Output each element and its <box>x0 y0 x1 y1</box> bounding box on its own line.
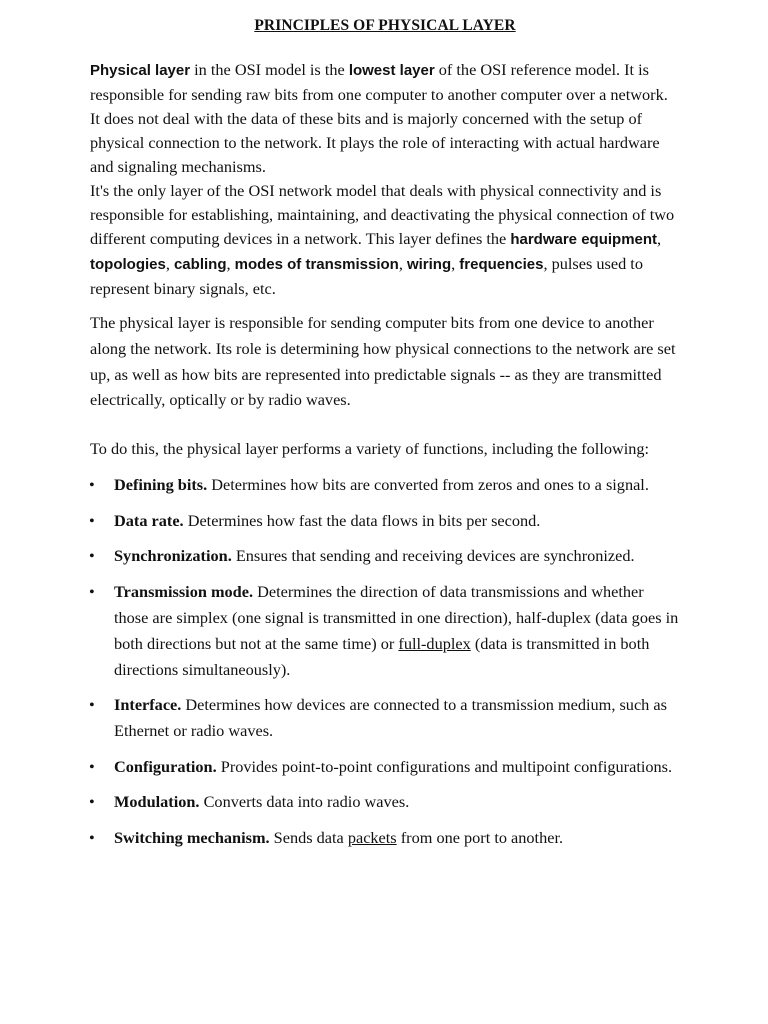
item-text: Provides point-to-point configurations and multipoint configurations. <box>216 756 673 776</box>
term-frequencies: frequencies <box>459 256 544 273</box>
bullet: • <box>89 827 95 847</box>
list-item <box>90 692 680 744</box>
bullet: • <box>89 581 95 601</box>
intro-paragraph <box>90 58 680 301</box>
list-item <box>90 789 680 815</box>
item-term: Configuration. <box>114 756 217 776</box>
item-term: Synchronization. <box>114 546 232 565</box>
comma: , <box>398 254 407 273</box>
list-item <box>90 508 680 534</box>
intro-text: , pulses used to represent binary signals, etc. <box>90 254 643 298</box>
comma: , <box>657 229 662 248</box>
bullet: • <box>89 756 95 776</box>
bullet: • <box>89 695 95 714</box>
functions-list <box>90 472 680 860</box>
term-topologies: topologies <box>90 256 166 273</box>
item-text: Sends data <box>269 827 348 847</box>
bullet: • <box>89 510 95 530</box>
document-title: PRINCIPLES OF PHYSICAL LAYER <box>254 17 516 34</box>
item-term: Switching mechanism. <box>114 827 270 847</box>
list-item <box>90 825 680 851</box>
item-text: Determines how devices are connected to a transmission medium, such as Ethernet or radio waves. <box>114 695 667 740</box>
item-term: Defining bits. <box>114 475 208 494</box>
item-text: Ensures that sending and receiving devices are synchronized. <box>231 546 635 565</box>
term-physical-layer: Physical layer <box>90 62 191 79</box>
item-text: (data is transmitted in both directions simultaneously). <box>114 633 650 679</box>
functions-lead: To do this, the physical layer performs a variety of functions, including the following: <box>90 439 650 458</box>
item-text: Converts data into radio waves. <box>199 792 410 811</box>
intro-text: It's the only layer of the OSI network model that deals with physical connectivity and is responsible for establishing, maintaining, and deactivating the physical connection of two different computing devices in a network. This layer defines the <box>90 181 675 248</box>
list-item <box>90 579 680 683</box>
item-term: Interface. <box>114 695 182 714</box>
item-text: Determines the direction of data transmissions and whether those are simplex (one signal is transmitted in one direction), half-duplex (data goes in both directions but not at the same time) or <box>114 581 679 653</box>
item-term: Data rate. <box>114 510 184 530</box>
comma: , <box>451 254 460 273</box>
term-hardware-equipment: hardware equipment <box>510 231 658 248</box>
list-item <box>90 754 680 780</box>
term-wiring: wiring <box>406 256 452 273</box>
intro-text: of the OSI reference model. It is responsible for sending raw bits from one computer to another computer over a network. It does not deal with the data of these bits and is majorly concerned with the setup of physical connection to the network. It plays the role of interacting with actual hardware and signaling mechanisms. <box>90 60 668 176</box>
packets-link[interactable]: packets <box>347 827 397 847</box>
term-modes-of-transmission: modes of transmission <box>234 256 399 273</box>
comma: , <box>165 254 174 273</box>
term-lowest-layer: lowest layer <box>348 62 435 79</box>
comma: , <box>226 254 235 273</box>
item-text: Determines how bits are converted from zeros and ones to a signal. <box>207 475 649 494</box>
list-item <box>90 543 680 569</box>
bullet: • <box>89 475 95 494</box>
item-text: from one port to another. <box>396 827 564 847</box>
bullet: • <box>89 546 95 565</box>
intro-text: in the OSI model is the <box>190 60 349 79</box>
item-term: Transmission mode. <box>114 581 254 601</box>
item-term: Modulation. <box>114 792 200 811</box>
bullet: • <box>89 792 95 811</box>
term-cabling: cabling <box>173 256 227 273</box>
full-duplex-link[interactable]: full-duplex <box>398 633 471 653</box>
paragraph-physical-layer-role: The physical layer is responsible for sending computer bits from one device to another along the network. Its role is determining how physical connections to the network are set up, as well as how bits are represented into predictable signals -- as they are transmitted electrically, optically or by radio waves. <box>90 313 676 410</box>
list-item <box>90 472 680 498</box>
item-text: Determines how fast the data flows in bits per second. <box>183 510 541 530</box>
